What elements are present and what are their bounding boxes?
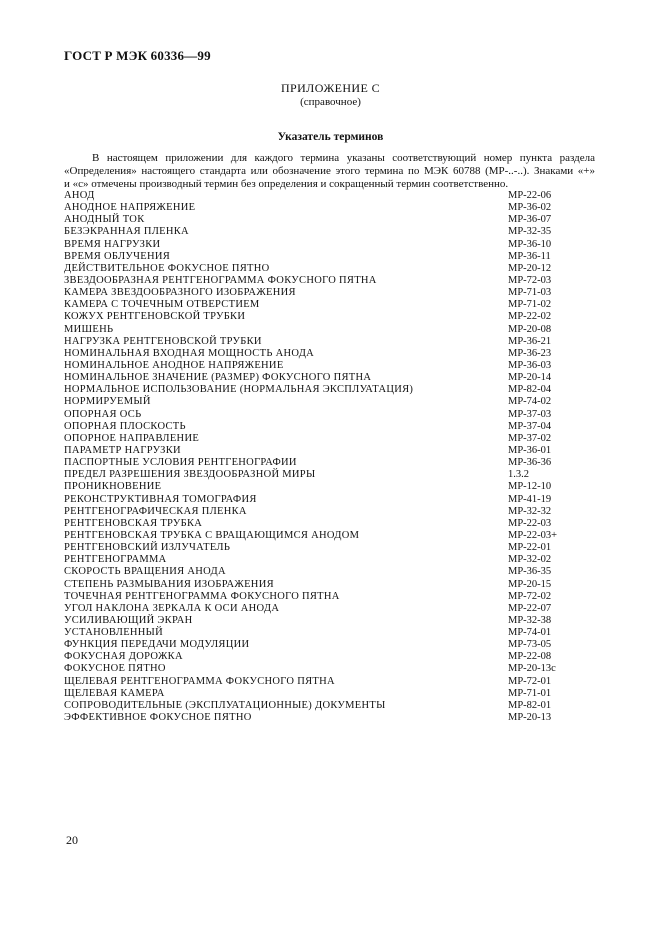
term-name: ПРОНИКНОВЕНИЕ — [64, 481, 162, 493]
term-name: ОПОРНОЕ НАПРАВЛЕНИЕ — [64, 432, 200, 444]
term-name: РЕКОНСТРУКТИВНАЯ ТОМОГРАФИЯ — [64, 493, 257, 505]
term-row — [64, 554, 574, 566]
term-name: УГОЛ НАКЛОНА ЗЕРКАЛА К ОСИ АНОДА — [64, 602, 280, 614]
term-name: РЕНТГЕНОВСКАЯ ТРУБКА — [64, 517, 203, 529]
term-code: 1.3.2 — [508, 469, 529, 481]
term-name: ДЕЙСТВИТЕЛЬНОЕ ФОКУСНОЕ ПЯТНО — [64, 262, 270, 274]
term-row — [64, 579, 574, 591]
term-name: РЕНТГЕНОВСКИЙ ИЗЛУЧАТЕЛЬ — [64, 542, 231, 554]
term-row — [64, 591, 574, 603]
term-row — [64, 700, 574, 712]
term-row — [64, 566, 574, 578]
term-code: MP-41-19 — [508, 493, 552, 505]
term-code: MP-36-10 — [508, 238, 552, 250]
term-code: MP-36-36 — [508, 457, 552, 469]
term-row — [64, 409, 574, 421]
term-row — [64, 311, 574, 323]
term-name: ЩЕЛЕВАЯ КАМЕРА — [64, 687, 165, 699]
term-name: АНОД — [64, 190, 95, 201]
document-header: ГОСТ Р МЭК 60336—99 — [64, 48, 211, 63]
term-code: MP-36-03 — [508, 359, 552, 371]
term-row — [64, 457, 574, 469]
term-code: MP-32-02 — [508, 554, 552, 566]
term-code: MP-20-12 — [508, 262, 552, 274]
term-code: MP-74-01 — [508, 627, 552, 639]
term-row — [64, 324, 574, 336]
term-code: MP-12-10 — [508, 481, 552, 493]
index-title: Указатель терминов — [277, 131, 384, 143]
term-code: MP-71-03 — [508, 287, 552, 299]
term-name: ТОЧЕЧНАЯ РЕНТГЕНОГРАММА ФОКУСНОГО ПЯТНА — [64, 590, 340, 602]
term-row — [64, 239, 574, 251]
term-row — [64, 287, 574, 299]
term-code: MP-71-01 — [508, 687, 552, 699]
term-row — [64, 663, 574, 675]
term-code: MP-37-04 — [508, 420, 552, 432]
term-row — [64, 384, 574, 396]
term-code: MP-22-08 — [508, 651, 552, 663]
term-name: ФОКУСНОЕ ПЯТНО — [64, 663, 166, 675]
term-name: ОПОРНАЯ ОСЬ — [64, 408, 142, 420]
term-row — [64, 603, 574, 615]
term-name: УСИЛИВАЮЩИЙ ЭКРАН — [64, 614, 193, 626]
term-code: MP-20-14 — [508, 372, 552, 384]
term-name: НОМИНАЛЬНАЯ ВХОДНАЯ МОЩНОСТЬ АНОДА — [64, 347, 315, 359]
term-name: ПАСПОРТНЫЕ УСЛОВИЯ РЕНТГЕНОГРАФИИ — [64, 457, 297, 469]
term-row — [64, 396, 574, 408]
term-name: УСТАНОВЛЕННЫЙ — [64, 627, 164, 639]
term-code: MP-72-02 — [508, 590, 552, 602]
term-name: РЕНТГЕНОВСКАЯ ТРУБКА С ВРАЩАЮЩИМСЯ АНОДОМ — [64, 529, 360, 541]
term-code: MP-36-11 — [508, 250, 551, 262]
term-code: MP-22-07 — [508, 602, 552, 614]
term-row — [64, 469, 574, 481]
term-code: MP-22-03 — [508, 517, 552, 529]
term-name: МИШЕНЬ — [64, 323, 114, 335]
term-code: MP-20-15 — [508, 578, 552, 590]
term-code: MP-32-38 — [508, 614, 552, 626]
term-code: MP-36-01 — [508, 444, 552, 456]
term-code: MP-74-02 — [508, 396, 552, 408]
term-row — [64, 481, 574, 493]
term-code: MP-20-13c — [508, 663, 556, 675]
term-name: СТЕПЕНЬ РАЗМЫВАНИЯ ИЗОБРАЖЕНИЯ — [64, 578, 274, 590]
term-name: ПРЕДЕЛ РАЗРЕШЕНИЯ ЗВЕЗДООБРАЗНОЙ МИРЫ — [64, 469, 316, 481]
term-code: MP-82-04 — [508, 384, 552, 396]
term-row — [64, 421, 574, 433]
term-name: КАМЕРА ЗВЕЗДООБРАЗНОГО ИЗОБРАЖЕНИЯ — [64, 287, 296, 299]
term-row — [64, 336, 574, 348]
term-name: ЗВЕЗДООБРАЗНАЯ РЕНТГЕНОГРАММА ФОКУСНОГО ПЯТНА — [64, 274, 377, 286]
term-name: ПАРАМЕТР НАГРУЗКИ — [64, 444, 181, 456]
term-code: MP-20-13 — [508, 712, 552, 724]
appendix-title: ПРИЛОЖЕНИЕ С — [280, 81, 381, 95]
term-name: НОРМИРУЕМЫЙ — [64, 396, 151, 408]
term-code: MP-73-05 — [508, 639, 552, 651]
term-row — [64, 627, 574, 639]
term-name: НОМИНАЛЬНОЕ АНОДНОЕ НАПРЯЖЕНИЕ — [64, 359, 284, 371]
term-row — [64, 275, 574, 287]
intro-line-1: В настоящем приложении для каждого термина указаны соответствующий номер пункта раздела «Определения» настоящего стандарта или обозначение этого термина по МЭК 60788 (MP-..-..). Знаками «+» — [64, 152, 595, 177]
term-row — [64, 214, 574, 226]
term-code: MP-32-35 — [508, 226, 552, 238]
term-row — [64, 530, 574, 542]
term-code: MP-82-01 — [508, 699, 552, 711]
terms-index-list — [64, 190, 574, 724]
term-row — [64, 360, 574, 372]
term-name: СОПРОВОДИТЕЛЬНЫЕ (ЭКСПЛУАТАЦИОННЫЕ) ДОКУМЕНТЫ — [64, 699, 386, 711]
term-name: РЕНТГЕНОГРАММА — [64, 554, 167, 566]
term-code: MP-72-01 — [508, 675, 552, 687]
term-row — [64, 494, 574, 506]
term-row — [64, 251, 574, 263]
term-code: MP-20-08 — [508, 323, 552, 335]
term-row — [64, 712, 574, 724]
term-code: MP-71-02 — [508, 299, 552, 311]
term-code: MP-36-23 — [508, 347, 552, 359]
term-row — [64, 263, 574, 275]
term-row — [64, 676, 574, 688]
term-row — [64, 615, 574, 627]
term-name: ЭФФЕКТИВНОЕ ФОКУСНОЕ ПЯТНО — [64, 712, 252, 724]
term-row — [64, 518, 574, 530]
term-code: MP-22-01 — [508, 542, 552, 554]
term-code: MP-22-02 — [508, 311, 552, 323]
term-name: НОМИНАЛЬНОЕ ЗНАЧЕНИЕ (РАЗМЕР) ФОКУСНОГО ПЯТНА — [64, 372, 372, 384]
term-name: РЕНТГЕНОГРАФИЧЕСКАЯ ПЛЕНКА — [64, 505, 247, 517]
intro-paragraph — [64, 152, 595, 191]
appendix-subtitle: (справочное) — [300, 96, 361, 108]
term-row — [64, 688, 574, 700]
term-name: АНОДНОЕ НАПРЯЖЕНИЕ — [64, 202, 196, 214]
term-row — [64, 190, 574, 202]
term-name: НАГРУЗКА РЕНТГЕНОВСКОЙ ТРУБКИ — [64, 335, 262, 347]
term-row — [64, 299, 574, 311]
term-name: ВРЕМЯ НАГРУЗКИ — [64, 238, 161, 250]
term-name: ФОКУСНАЯ ДОРОЖКА — [64, 651, 183, 663]
term-name: БЕЗЭКРАННАЯ ПЛЕНКА — [64, 226, 189, 238]
term-row — [64, 542, 574, 554]
term-row — [64, 651, 574, 663]
term-code: MP-22-06 — [508, 190, 552, 201]
term-name: СКОРОСТЬ ВРАЩЕНИЯ АНОДА — [64, 566, 226, 578]
term-name: НОРМАЛЬНОЕ ИСПОЛЬЗОВАНИЕ (НОРМАЛЬНАЯ ЭКСПЛУАТАЦИЯ) — [64, 384, 414, 396]
term-row — [64, 506, 574, 518]
term-row — [64, 372, 574, 384]
term-name: КАМЕРА С ТОЧЕЧНЫМ ОТВЕРСТИЕМ — [64, 299, 260, 311]
term-code: MP-36-21 — [508, 335, 552, 347]
term-code: MP-32-32 — [508, 505, 552, 517]
term-row — [64, 226, 574, 238]
term-code: MP-37-03 — [508, 408, 552, 420]
term-code: MP-36-02 — [508, 202, 552, 214]
term-name: КОЖУХ РЕНТГЕНОВСКОЙ ТРУБКИ — [64, 311, 246, 323]
term-row — [64, 639, 574, 651]
term-name: ВРЕМЯ ОБЛУЧЕНИЯ — [64, 250, 171, 262]
term-name: ОПОРНАЯ ПЛОСКОСТЬ — [64, 420, 186, 432]
page-number: 20 — [66, 833, 78, 847]
term-code: MP-72-03 — [508, 274, 552, 286]
term-code: MP-22-03+ — [508, 529, 558, 541]
term-code: MP-36-07 — [508, 214, 552, 226]
term-name: ЩЕЛЕВАЯ РЕНТГЕНОГРАММА ФОКУСНОГО ПЯТНА — [64, 675, 335, 687]
term-row — [64, 433, 574, 445]
term-name: ФУНКЦИЯ ПЕРЕДАЧИ МОДУЛЯЦИИ — [64, 639, 250, 651]
term-name: АНОДНЫЙ ТОК — [64, 214, 145, 226]
term-row — [64, 348, 574, 360]
term-code: MP-37-02 — [508, 432, 552, 444]
intro-line-2: и «с» отмечены производный термин без определения и сокращенный термин соответственно. — [64, 178, 509, 190]
term-code: MP-36-35 — [508, 566, 552, 578]
term-row — [64, 445, 574, 457]
term-row — [64, 202, 574, 214]
